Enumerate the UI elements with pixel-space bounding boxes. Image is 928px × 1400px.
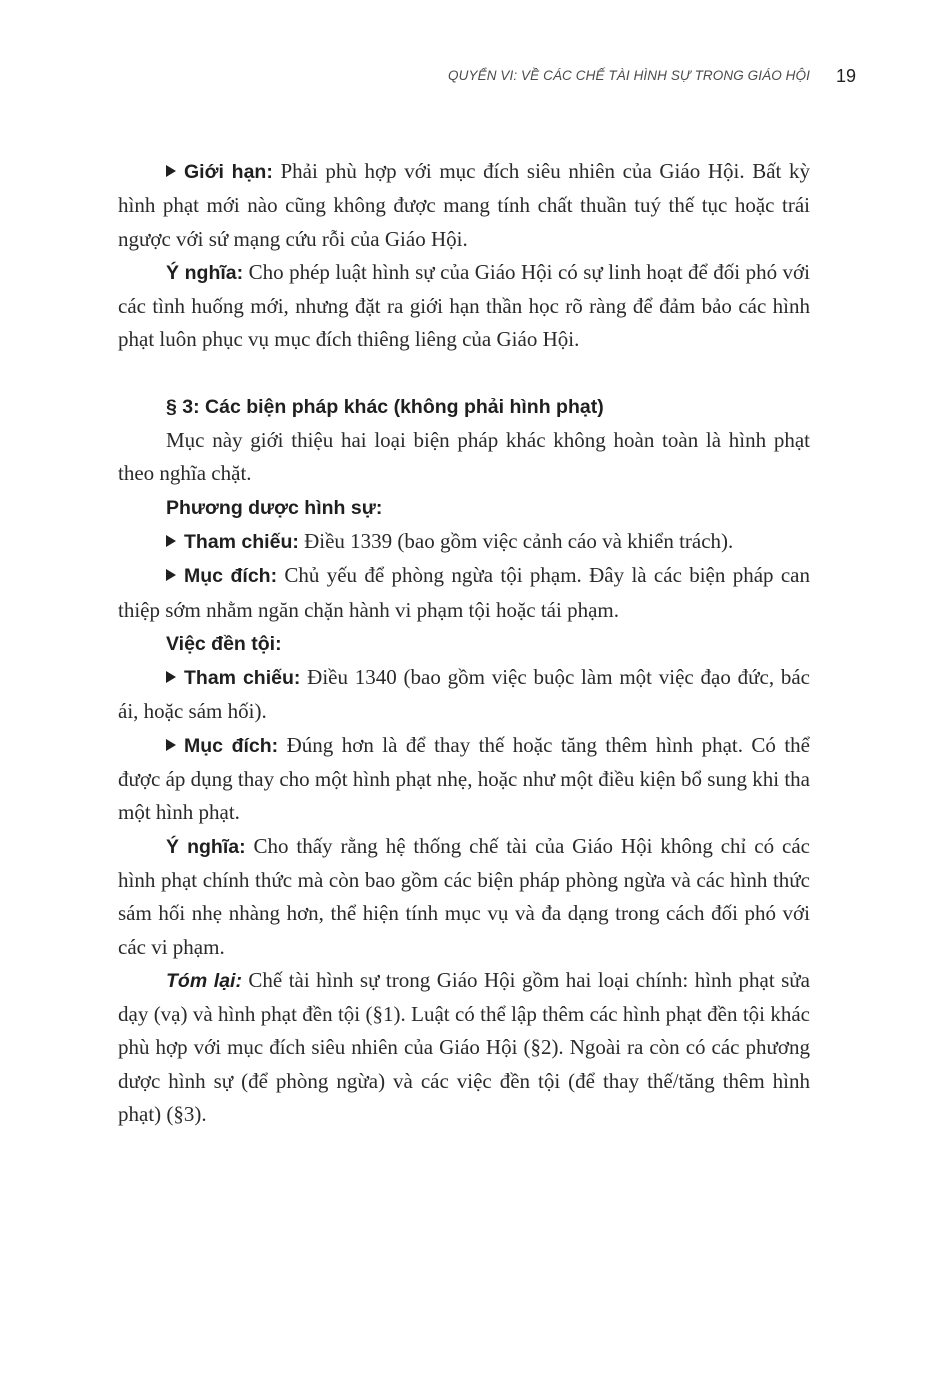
- paragraph-label: Ý nghĩa:: [166, 261, 244, 284]
- paragraph-purpose-1: [118, 559, 810, 627]
- paragraph-label: Ý nghĩa:: [166, 835, 246, 858]
- section-3-heading: [118, 390, 810, 424]
- section-heading-text: § 3: Các biện pháp khác (không phải hình phạt): [166, 395, 604, 418]
- paragraph-purpose-2: [118, 729, 810, 830]
- page-number: 19: [836, 66, 857, 86]
- page-body: [118, 155, 810, 1131]
- paragraph-text: Đúng hơn là để thay thế hoặc tăng thêm hình phạt. Có thể được áp dụng thay cho một hình phạt nhẹ, hoặc như một điều kiện bổ sung khi tha một hình phạt.: [118, 732, 811, 825]
- paragraph-label: Tóm lại:: [166, 969, 242, 992]
- paragraph-text: Mục này giới thiệu hai loại biện pháp khác không hoàn toàn là hình phạt theo nghĩa chặt.: [118, 428, 810, 486]
- bullet-arrow-icon: [166, 671, 176, 683]
- bullet-arrow-icon: [166, 569, 176, 581]
- paragraph-text: Cho phép luật hình sự của Giáo Hội có sự linh hoạt để đối phó với các tình huống mới, nhưng đặt ra giới hạn thần học rõ ràng để đảm bảo các hình phạt luôn phục vụ mục đích thiêng liêng của Giáo Hội.: [118, 259, 811, 352]
- subheading-text: Phương dược hình sự:: [166, 496, 383, 519]
- paragraph-text: Điều 1340 (bao gồm việc buộc làm một việc đạo đức, bác ái, hoặc sám hối).: [118, 665, 810, 724]
- subheading-text: Việc đền tội:: [166, 632, 282, 655]
- paragraph-label: Tham chiếu:: [184, 530, 299, 553]
- paragraph-intro: [118, 424, 810, 491]
- paragraph-meaning: [118, 256, 810, 357]
- paragraph-text: Cho thấy rằng hệ thống chế tài của Giáo Hội không chỉ có các hình phạt chính thức mà còn bao gồm các biện pháp phòng ngừa và các hình thức sám hối nhẹ nhàng hơn, thể hiện tính mục vụ và đa dạng trong cách đối phó với các vi phạm.: [118, 833, 810, 959]
- bullet-arrow-icon: [166, 739, 176, 751]
- paragraph-meaning-2: [118, 830, 810, 964]
- bullet-arrow-icon: [166, 535, 176, 547]
- subheading-medicinal: [118, 491, 810, 525]
- paragraph-summary: [118, 964, 810, 1131]
- bullet-arrow-icon: [166, 165, 176, 177]
- running-header-title: QUYỂN VI: VỀ CÁC CHẾ TÀI HÌNH SỰ TRONG GIÁO HỘI: [448, 68, 810, 83]
- paragraph-label: Giới hạn:: [184, 161, 273, 183]
- paragraph-label: Mục đích:: [184, 565, 278, 588]
- paragraph-text: Điều 1339 (bao gồm việc cảnh cáo và khiển trách).: [298, 528, 734, 553]
- paragraph-label: Tham chiếu:: [184, 667, 301, 690]
- paragraph-text: Chủ yếu để phòng ngừa tội phạm. Đây là các biện pháp can thiệp sớm nhằm ngăn chặn hành vi phạm tội hoặc tái phạm.: [118, 563, 810, 622]
- paragraph-reference-1340: [118, 661, 810, 729]
- paragraph-reference-1339: [118, 525, 810, 559]
- paragraph-label: Mục đích:: [184, 734, 279, 757]
- paragraph-limit: [118, 155, 810, 256]
- paragraph-text: Phải phù hợp với mục đích siêu nhiên của Giáo Hội. Bất kỳ hình phạt mới nào cũng không được mang tính chất thuần tuý thế tục hoặc trái ngược với sứ mạng cứu rỗi của Giáo Hội.: [118, 159, 810, 251]
- paragraph-text: Chế tài hình sự trong Giáo Hội gồm hai loại chính: hình phạt sửa dạy (vạ) và hình phạt đền tội (§1). Luật có thể lập thêm các hình phạt đền tội khác phù hợp với mục đích siêu nhiên của Giáo Hội (§2). Ngoài ra còn có các phương dược hình sự (để phòng ngừa) và các việc đền tội (để thay thế/tăng thêm hình phạt) (§3).: [118, 967, 810, 1127]
- subheading-penance: [118, 627, 810, 661]
